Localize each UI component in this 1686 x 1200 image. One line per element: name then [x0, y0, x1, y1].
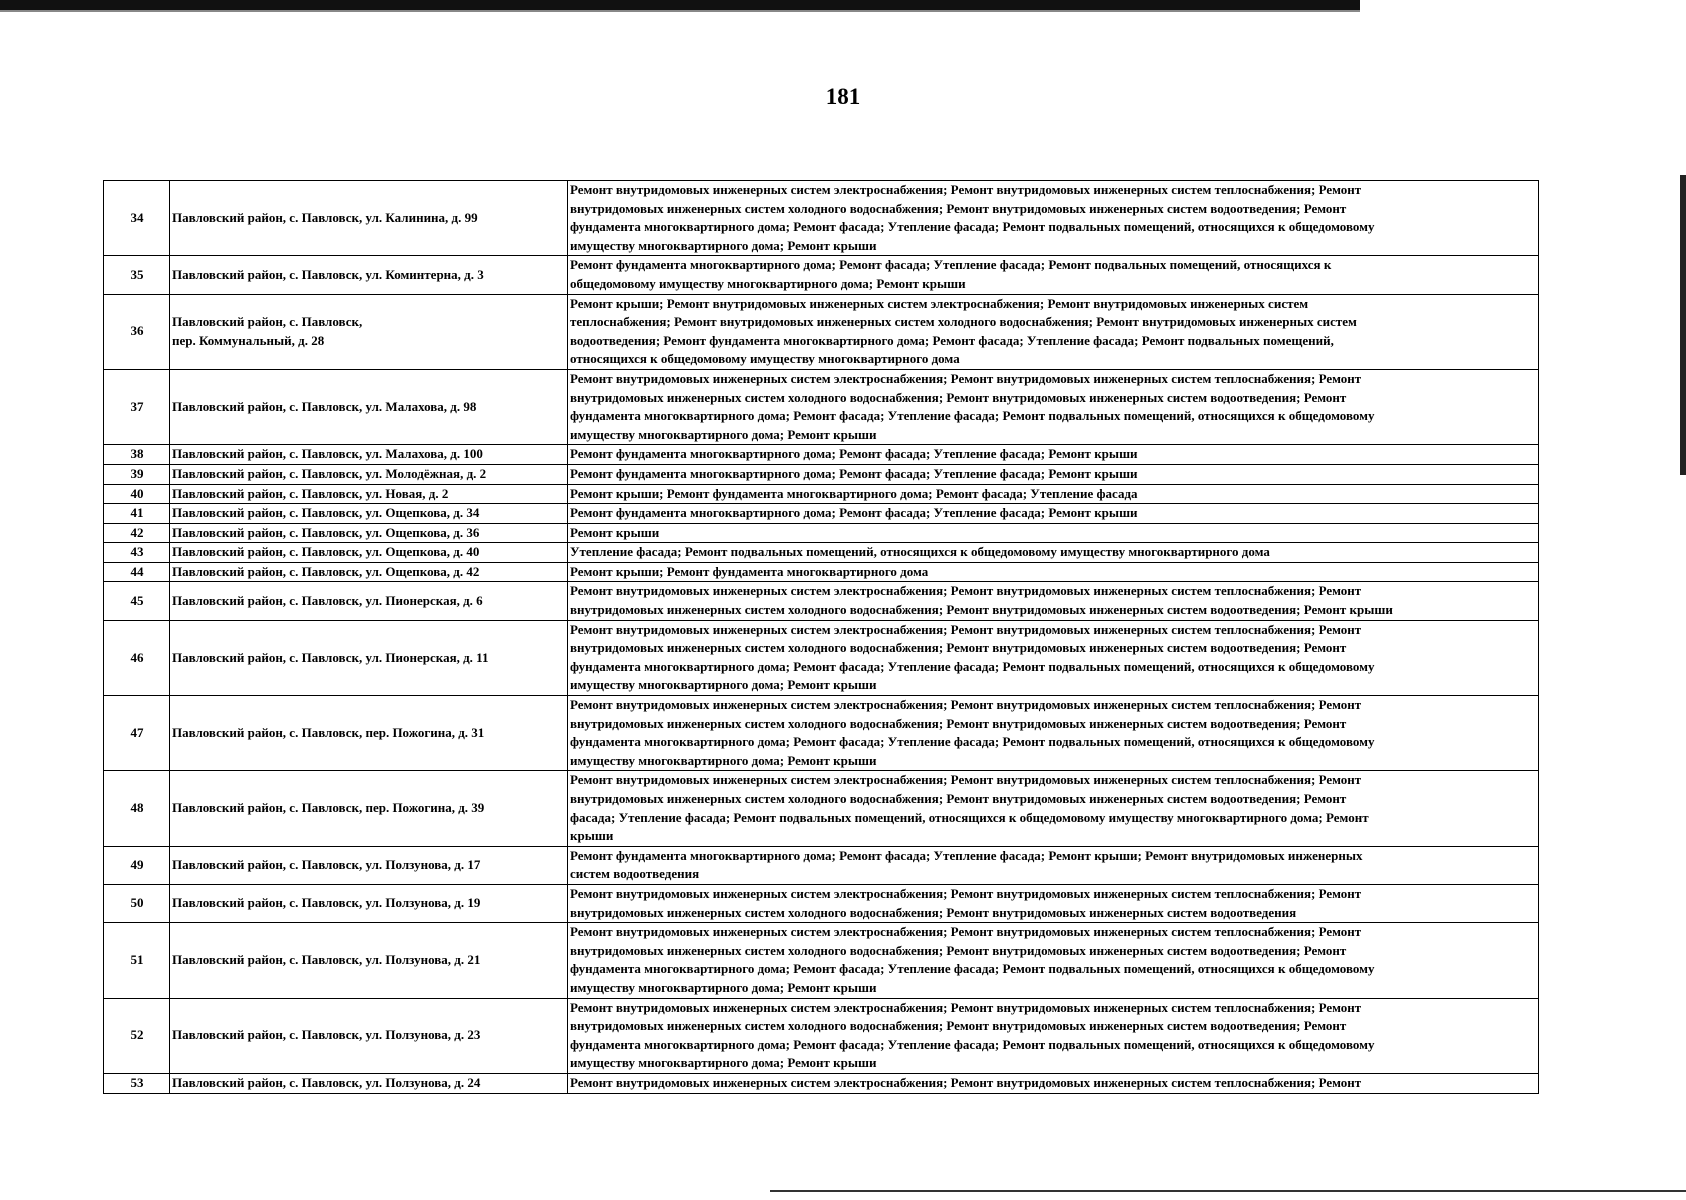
works-line: имуществу многоквартирного дома; Ремонт крыши: [570, 237, 877, 253]
address-cell: [170, 294, 568, 369]
address-line: Павловский район, с. Павловск, ул. Ощепкова, д. 36: [172, 524, 480, 540]
works-cell: [568, 294, 1539, 369]
works-line: Ремонт внутридомовых инженерных систем электроснабжения; Ремонт внутридомовых инженерных систем теплоснабжения; Ремонт: [570, 772, 1362, 788]
works-line: крыши: [570, 828, 614, 844]
works-cell: [568, 445, 1539, 465]
works-line: Ремонт крыши; Ремонт фундамента многоквартирного дома; Ремонт фасада; Утепление фасада: [570, 485, 1138, 501]
works-line: Ремонт фундамента многоквартирного дома; Ремонт фасада; Утепление фасада; Ремонт крыши: [570, 446, 1138, 462]
works-cell: [568, 562, 1539, 582]
works-line: общедомовому имуществу многоквартирного дома; Ремонт крыши: [570, 275, 966, 291]
table-row: [104, 998, 1539, 1073]
table-row: [104, 620, 1539, 695]
row-number: 52: [104, 998, 170, 1073]
scan-top-border-shadow: [0, 10, 1360, 12]
address-cell: [170, 256, 568, 294]
address-line: Павловский район, с. Павловск, ул. Ползунова, д. 23: [172, 1027, 481, 1043]
works-line: внутридомовых инженерных систем холодного водоснабжения; Ремонт внутридомовых инженерных систем водоотведения; Ремонт: [570, 1018, 1347, 1034]
row-number: 40: [104, 484, 170, 504]
scan-top-border: [0, 0, 1360, 10]
works-line: фундамента многоквартирного дома; Ремонт фасада; Утепление фасада; Ремонт подвальных помещений, относящихся к общедомовому: [570, 658, 1375, 674]
works-line: Ремонт фундамента многоквартирного дома; Ремонт фасада; Утепление фасада; Ремонт подвальных помещений, относящихся к: [570, 257, 1332, 273]
works-line: Ремонт внутридомовых инженерных систем электроснабжения; Ремонт внутридомовых инженерных систем теплоснабжения; Ремонт: [570, 697, 1362, 713]
address-line: Павловский район, с. Павловск, ул. Молодёжная, д. 2: [172, 465, 487, 481]
scan-bottom-edge-line: [770, 1190, 1686, 1192]
works-line: внутридомовых инженерных систем холодного водоснабжения; Ремонт внутридомовых инженерных систем водоотведения: [570, 904, 1297, 920]
works-line: внутридомовых инженерных систем холодного водоснабжения; Ремонт внутридомовых инженерных систем водоотведения; Ремонт: [570, 200, 1347, 216]
works-line: внутридомовых инженерных систем холодного водоснабжения; Ремонт внутридомовых инженерных систем водоотведения; Ремонт: [570, 640, 1347, 656]
address-line: Павловский район, с. Павловск, ул. Ощепкова, д. 34: [172, 505, 480, 521]
works-line: внутридомовых инженерных систем холодного водоснабжения; Ремонт внутридомовых инженерных систем водоотведения; Ремонт крыши: [570, 602, 1393, 618]
works-cell: [568, 846, 1539, 884]
works-line: относящихся к общедомовому имуществу многоквартирного дома: [570, 351, 960, 367]
works-cell: [568, 998, 1539, 1073]
address-cell: [170, 696, 568, 771]
works-line: Ремонт внутридомовых инженерных систем электроснабжения; Ремонт внутридомовых инженерных систем теплоснабжения; Ремонт: [570, 621, 1362, 637]
works-cell: [568, 504, 1539, 524]
row-number: 51: [104, 923, 170, 998]
address-line: Павловский район, с. Павловск, ул. Малахова, д. 98: [172, 398, 477, 414]
address-cell: [170, 504, 568, 524]
works-cell: [568, 620, 1539, 695]
works-line: Ремонт внутридомовых инженерных систем электроснабжения; Ремонт внутридомовых инженерных систем теплоснабжения; Ремонт: [570, 1074, 1362, 1090]
works-cell: [568, 1073, 1539, 1093]
works-line: Утепление фасада; Ремонт подвальных помещений, относящихся к общедомовому имуществу многоквартирного дома: [570, 544, 1270, 560]
works-line: Ремонт крыши; Ремонт фундамента многоквартирного дома: [570, 563, 929, 579]
address-cell: [170, 846, 568, 884]
address-line: Павловский район, с. Павловск, ул. Пионерская, д. 6: [172, 592, 483, 608]
address-line: Павловский район, с. Павловск, ул. Пионерская, д. 11: [172, 649, 489, 665]
works-cell: [568, 582, 1539, 620]
table-row: [104, 523, 1539, 543]
works-line: водоотведения; Ремонт фундамента многоквартирного дома; Ремонт фасада; Утепление фасада; Ремонт подвальных помещений,: [570, 332, 1334, 348]
works-cell: [568, 523, 1539, 543]
address-cell: [170, 771, 568, 846]
table-row: [104, 884, 1539, 922]
works-line: Ремонт фундамента многоквартирного дома; Ремонт фасада; Утепление фасада; Ремонт крыши: [570, 505, 1138, 521]
works-line: Ремонт крыши: [570, 524, 660, 540]
row-number: 49: [104, 846, 170, 884]
row-number: 39: [104, 464, 170, 484]
works-line: имуществу многоквартирного дома; Ремонт крыши: [570, 426, 877, 442]
works-line: Ремонт внутридомовых инженерных систем электроснабжения; Ремонт внутридомовых инженерных систем теплоснабжения; Ремонт: [570, 924, 1362, 940]
table-row: [104, 181, 1539, 256]
address-line: Павловский район, с. Павловск, ул. Новая, д. 2: [172, 485, 449, 501]
address-cell: [170, 923, 568, 998]
address-cell: [170, 484, 568, 504]
table-row: [104, 504, 1539, 524]
table-row: [104, 256, 1539, 294]
works-line: систем водоотведения: [570, 866, 700, 882]
repair-works-table: [103, 180, 1539, 1094]
row-number: 47: [104, 696, 170, 771]
works-line: фундамента многоквартирного дома; Ремонт фасада; Утепление фасада; Ремонт подвальных помещений, относящихся к общедомовому: [570, 961, 1375, 977]
address-cell: [170, 620, 568, 695]
address-line: Павловский район, с. Павловск, ул. Ползунова, д. 21: [172, 952, 481, 968]
address-line: Павловский район, с. Павловск, ул. Ползунова, д. 17: [172, 857, 481, 873]
works-line: внутридомовых инженерных систем холодного водоснабжения; Ремонт внутридомовых инженерных систем водоотведения; Ремонт: [570, 942, 1347, 958]
row-number: 48: [104, 771, 170, 846]
table-row: [104, 484, 1539, 504]
table-row: [104, 369, 1539, 444]
works-line: Ремонт внутридомовых инженерных систем электроснабжения; Ремонт внутридомовых инженерных систем теплоснабжения; Ремонт: [570, 999, 1362, 1015]
works-cell: [568, 464, 1539, 484]
table-body: [104, 181, 1539, 1094]
row-number: 38: [104, 445, 170, 465]
row-number: 46: [104, 620, 170, 695]
row-number: 42: [104, 523, 170, 543]
works-line: фундамента многоквартирного дома; Ремонт фасада; Утепление фасада; Ремонт подвальных помещений, относящихся к общедомовому: [570, 408, 1375, 424]
row-number: 37: [104, 369, 170, 444]
address-line: пер. Коммунальный, д. 28: [172, 332, 325, 348]
works-line: Ремонт внутридомовых инженерных систем электроснабжения; Ремонт внутридомовых инженерных систем теплоснабжения; Ремонт: [570, 370, 1362, 386]
works-cell: [568, 484, 1539, 504]
address-cell: [170, 523, 568, 543]
row-number: 43: [104, 543, 170, 563]
works-line: Ремонт фундамента многоквартирного дома; Ремонт фасада; Утепление фасада; Ремонт крыши; Ремонт внутридомовых инженерных: [570, 847, 1363, 863]
works-cell: [568, 369, 1539, 444]
table-row: [104, 696, 1539, 771]
works-cell: [568, 923, 1539, 998]
works-line: имуществу многоквартирного дома; Ремонт крыши: [570, 752, 877, 768]
works-line: Ремонт крыши; Ремонт внутридомовых инженерных систем электроснабжения; Ремонт внутридомовых инженерных систем: [570, 295, 1309, 311]
table-row: [104, 582, 1539, 620]
row-number: 41: [104, 504, 170, 524]
address-line: Павловский район, с. Павловск, ул. Калинина, д. 99: [172, 209, 478, 225]
works-line: фундамента многоквартирного дома; Ремонт фасада; Утепление фасада; Ремонт подвальных помещений, относящихся к общедомовому: [570, 1036, 1375, 1052]
row-number: 36: [104, 294, 170, 369]
row-number: 34: [104, 181, 170, 256]
table-row: [104, 771, 1539, 846]
works-cell: [568, 256, 1539, 294]
table-row: [104, 464, 1539, 484]
address-line: Павловский район, с. Павловск, ул. Коминтерна, д. 3: [172, 266, 484, 282]
works-line: внутридомовых инженерных систем холодного водоснабжения; Ремонт внутридомовых инженерных систем водоотведения; Ремонт: [570, 715, 1347, 731]
works-line: имуществу многоквартирного дома; Ремонт крыши: [570, 979, 877, 995]
works-cell: [568, 884, 1539, 922]
address-line: Павловский район, с. Павловск,: [172, 314, 363, 330]
address-cell: [170, 181, 568, 256]
table-row: [104, 543, 1539, 563]
works-cell: [568, 181, 1539, 256]
address-cell: [170, 884, 568, 922]
works-line: внутридомовых инженерных систем холодного водоснабжения; Ремонт внутридомовых инженерных систем водоотведения; Ремонт: [570, 791, 1347, 806]
works-line: Ремонт фундамента многоквартирного дома; Ремонт фасада; Утепление фасада; Ремонт крыши: [570, 465, 1138, 481]
works-line: фасада; Утепление фасада; Ремонт подвальных помещений, относящихся к общедомовому имуществу многоквартирного дома; Ремонт: [570, 809, 1369, 825]
row-number: 35: [104, 256, 170, 294]
works-line: имуществу многоквартирного дома; Ремонт крыши: [570, 1055, 877, 1071]
address-line: Павловский район, с. Павловск, ул. Ползунова, д. 24: [172, 1074, 481, 1090]
works-line: фундамента многоквартирного дома; Ремонт фасада; Утепление фасада; Ремонт подвальных помещений, относящихся к общедомовому: [570, 734, 1375, 750]
address-line: Павловский район, с. Павловск, ул. Малахова, д. 100: [172, 446, 483, 462]
row-number: 44: [104, 562, 170, 582]
works-line: Ремонт внутридомовых инженерных систем электроснабжения; Ремонт внутридомовых инженерных систем теплоснабжения; Ремонт: [570, 885, 1362, 901]
table-row: [104, 294, 1539, 369]
works-line: внутридомовых инженерных систем холодного водоснабжения; Ремонт внутридомовых инженерных систем водоотведения; Ремонт: [570, 389, 1347, 405]
address-cell: [170, 464, 568, 484]
works-line: теплоснабжения; Ремонт внутридомовых инженерных систем холодного водоснабжения; Ремонт внутридомовых инженерных систем: [570, 314, 1357, 330]
works-line: фундамента многоквартирного дома; Ремонт фасада; Утепление фасада; Ремонт подвальных помещений, относящихся к общедомовому: [570, 219, 1375, 235]
address-line: Павловский район, с. Павловск, ул. Ползунова, д. 19: [172, 895, 481, 911]
address-line: Павловский район, с. Павловск, пер. Пожогина, д. 39: [172, 800, 485, 816]
address-cell: [170, 369, 568, 444]
table-row: [104, 923, 1539, 998]
works-cell: [568, 543, 1539, 563]
works-cell: [568, 696, 1539, 771]
page-number: 181: [825, 84, 861, 109]
table-row: [104, 562, 1539, 582]
address-cell: [170, 582, 568, 620]
table-row: [104, 445, 1539, 465]
table-row: [104, 846, 1539, 884]
works-cell: [568, 771, 1539, 846]
address-cell: [170, 445, 568, 465]
address-cell: [170, 1073, 568, 1093]
row-number: 45: [104, 582, 170, 620]
address-cell: [170, 998, 568, 1073]
row-number: 53: [104, 1073, 170, 1093]
address-cell: [170, 543, 568, 563]
works-line: Ремонт внутридомовых инженерных систем электроснабжения; Ремонт внутридомовых инженерных систем теплоснабжения; Ремонт: [570, 182, 1362, 197]
row-number: 50: [104, 884, 170, 922]
scan-right-edge-mark: [1680, 175, 1686, 475]
table-row: [104, 1073, 1539, 1093]
address-line: Павловский район, с. Павловск, ул. Ощепкова, д. 40: [172, 544, 480, 560]
works-line: имуществу многоквартирного дома; Ремонт крыши: [570, 677, 877, 693]
address-cell: [170, 562, 568, 582]
address-line: Павловский район, с. Павловск, пер. Пожогина, д. 31: [172, 724, 485, 740]
address-line: Павловский район, с. Павловск, ул. Ощепкова, д. 42: [172, 563, 480, 579]
works-line: Ремонт внутридомовых инженерных систем электроснабжения; Ремонт внутридомовых инженерных систем теплоснабжения; Ремонт: [570, 583, 1362, 599]
